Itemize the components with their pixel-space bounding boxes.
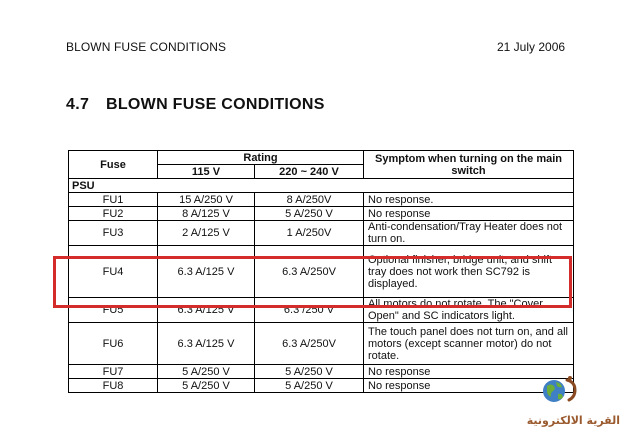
cell-rating-115: 8 A/125 V: [158, 207, 255, 221]
header-220v: 220 ~ 240 V: [255, 165, 364, 179]
section-heading: [66, 96, 325, 114]
cell-symptom: [364, 221, 574, 246]
page-header-title: BLOWN FUSE CONDITIONS: [66, 40, 227, 54]
section-number: 4.7: [66, 96, 90, 113]
table-row: [69, 221, 574, 246]
table-row: [69, 207, 574, 221]
cell-fuse: FU5: [69, 298, 158, 323]
cell-rating-115: 6.3 A/125 V: [158, 246, 255, 298]
section-title: BLOWN FUSE CONDITIONS: [106, 96, 325, 113]
table-group-row: [69, 179, 574, 193]
cell-fuse: FU2: [69, 207, 158, 221]
cell-fuse: FU6: [69, 323, 158, 365]
cell-rating-220: 6.3 A/250V: [255, 246, 364, 298]
cell-rating-220: 6.3 A/250V: [255, 323, 364, 365]
cell-symptom: No response: [364, 365, 574, 379]
cell-fuse: FU7: [69, 365, 158, 379]
cell-fuse: FU1: [69, 193, 158, 207]
symptom-text: Anti-condensation/Tray Heater does not turn on.: [368, 221, 563, 245]
cell-rating-220: 5 A/250 V: [255, 365, 364, 379]
cell-rating-115: 6.3 A/125 V: [158, 298, 255, 323]
cell-rating-115: 5 A/250 V: [158, 365, 255, 379]
symptom-text: All motors do not rotate. The "Cover Open" and SC indicators light.: [368, 298, 543, 322]
cell-symptom: Optional finisher, bridge unit, and shift tray does not work then SC792 is displayed.: [364, 246, 574, 298]
cell-symptom: The touch panel does not turn on, and all motors (except scanner motor) do not rotate.: [364, 323, 574, 365]
cell-rating-220: 5 A/250 V: [255, 379, 364, 393]
cell-rating-220: 1 A/250V: [255, 221, 364, 246]
header-symptom: Symptom when turning on the main switch: [364, 151, 574, 179]
cell-fuse: FU4: [69, 246, 158, 298]
fu4-highlight-box: [53, 256, 572, 308]
cell-fuse: FU3: [69, 221, 158, 246]
header-fuse: Fuse: [69, 151, 158, 179]
header-rating: Rating: [158, 151, 364, 165]
table-row: [69, 379, 574, 393]
table-row: [69, 193, 574, 207]
header-115v: 115 V: [158, 165, 255, 179]
cell-rating-115: 2 A/125 V: [158, 221, 255, 246]
page-header-date: 21 July 2006: [497, 40, 566, 54]
cell-rating-115: 15 A/250 V: [158, 193, 255, 207]
table-row: [69, 365, 574, 379]
cell-rating-220: 8 A/250V: [255, 193, 364, 207]
cell-fuse: FU8: [69, 379, 158, 393]
table-header-row: [69, 151, 574, 165]
globe-icon: [540, 374, 580, 410]
cell-rating-115: 6.3 A/125 V: [158, 323, 255, 365]
group-label-psu: PSU: [69, 179, 574, 193]
cell-rating-220: 6.3 /250 V: [255, 298, 364, 323]
watermark-text: القرية الالكترونية: [526, 414, 620, 427]
cell-symptom: No response.: [364, 193, 574, 207]
cell-rating-220: 5 A/250 V: [255, 207, 364, 221]
cell-symptom: No response: [364, 379, 574, 393]
cell-rating-115: 5 A/250 V: [158, 379, 255, 393]
table-row: [69, 323, 574, 365]
cell-symptom: No response: [364, 207, 574, 221]
